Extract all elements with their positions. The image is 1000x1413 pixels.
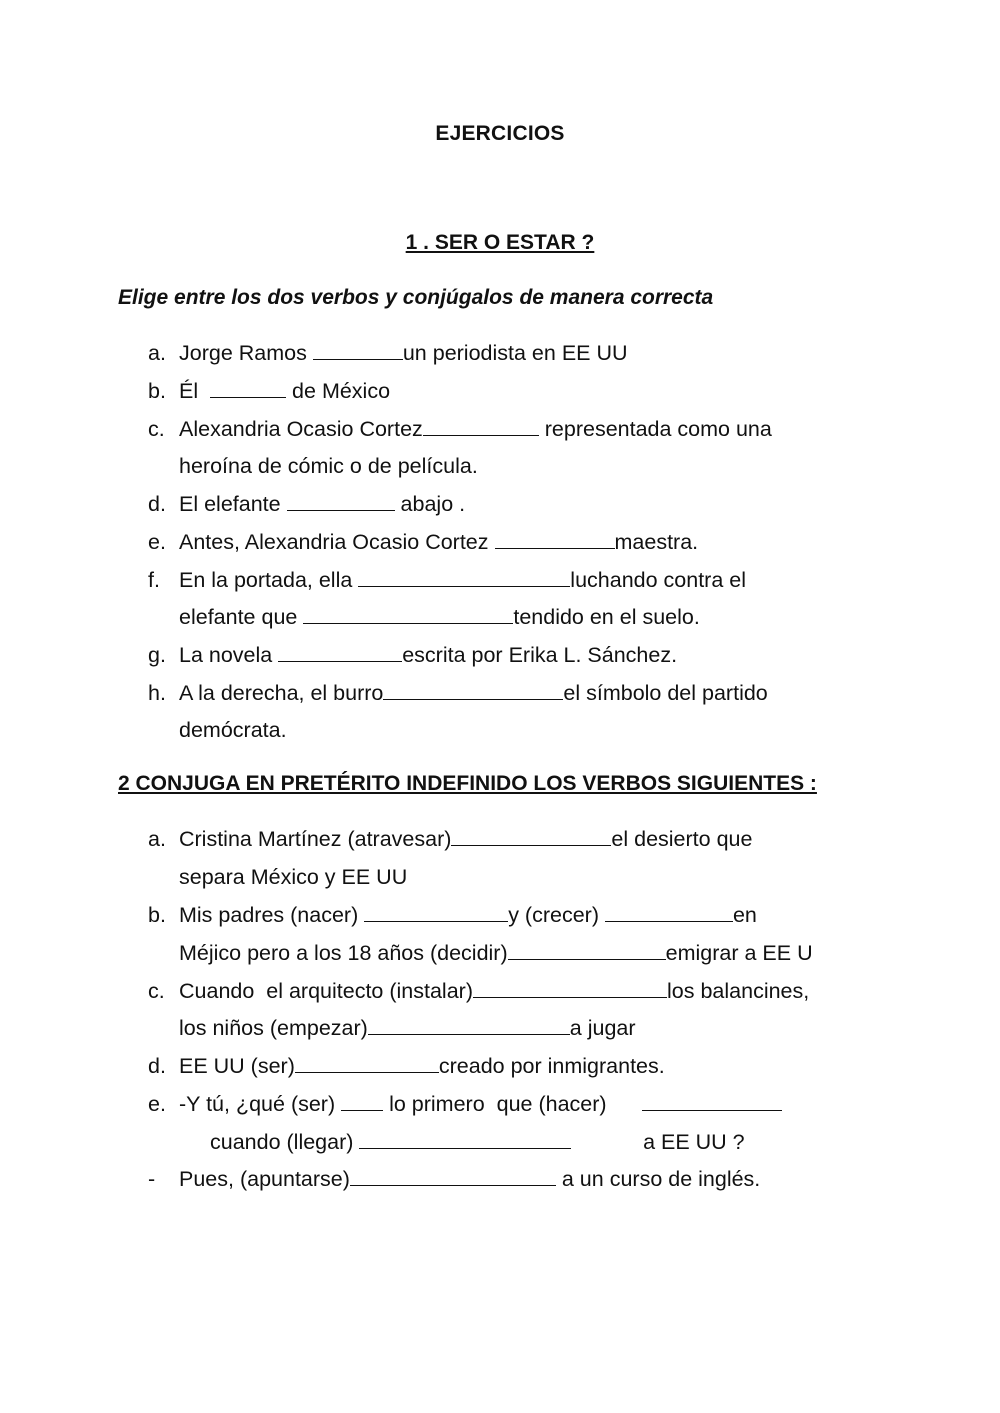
item-marker: d. [148, 1054, 166, 1078]
answer-blank[interactable] [358, 567, 570, 587]
item-text-continuation: separa México y EE UU [179, 865, 408, 889]
item-text: Él [179, 379, 211, 403]
item-marker: h. [148, 681, 166, 705]
exercise-line [179, 1053, 665, 1079]
answer-blank[interactable] [364, 902, 508, 922]
item-text: escrita por Erika L. Sánchez. [402, 643, 678, 667]
item-text: Cristina Martínez (atravesar) [179, 827, 452, 851]
item-text: Méjico pero a los 18 años (decidir) [179, 941, 508, 965]
item-text: EE UU (ser) [179, 1054, 295, 1078]
answer-blank[interactable] [383, 680, 563, 700]
item-text: representada como una [538, 417, 772, 441]
answer-blank[interactable] [508, 940, 666, 960]
answer-blank[interactable] [350, 1166, 556, 1186]
item-text: Alexandria Ocasio Cortez [179, 417, 423, 441]
item-text-continuation: demócrata. [179, 718, 287, 742]
answer-blank[interactable] [303, 604, 513, 624]
item-marker: f. [148, 568, 160, 592]
item-text: Cuando el arquitecto (instalar) [179, 979, 473, 1003]
exercise-line [179, 826, 752, 852]
answer-blank[interactable] [287, 491, 395, 511]
item-text: los balancines, [667, 979, 810, 1003]
item-text: a EE UU ? [571, 1130, 745, 1154]
section2-title: 2 CONJUGA EN PRETÉRITO INDEFINIDO LOS VERBOS SIGUIENTES : [118, 772, 817, 795]
item-marker: a. [148, 827, 166, 851]
exercise-line [179, 940, 813, 966]
answer-blank[interactable] [278, 642, 402, 662]
item-text: lo primero que (hacer) [383, 1092, 643, 1116]
item-text: Pues, (apuntarse) [179, 1167, 350, 1191]
item-text: Mis padres (nacer) [179, 903, 365, 927]
item-text: maestra. [614, 530, 699, 554]
item-marker: b. [148, 903, 166, 927]
exercise-line [179, 1091, 782, 1117]
answer-blank[interactable] [642, 1091, 782, 1111]
answer-blank[interactable] [451, 826, 611, 846]
section1-title: 1 . SER O ESTAR ? [405, 231, 595, 254]
item-text: En la portada, ella [179, 568, 359, 592]
answer-blank[interactable] [210, 378, 286, 398]
item-marker: d. [148, 492, 166, 516]
exercise-line [179, 642, 677, 668]
exercise-line [179, 378, 390, 404]
item-text: tendido en el suelo. [513, 605, 700, 629]
exercise-line [179, 567, 746, 593]
exercise-line [210, 1129, 745, 1155]
item-text: Jorge Ramos [179, 341, 313, 365]
answer-blank[interactable] [423, 416, 539, 436]
item-text: en [732, 903, 757, 927]
exercise-line [179, 902, 757, 928]
answer-blank[interactable] [313, 340, 403, 360]
item-text: abajo . [394, 492, 466, 516]
exercise-line [179, 1015, 636, 1041]
item-text: elefante que [179, 605, 304, 629]
answer-blank[interactable] [359, 1129, 571, 1149]
exercise-line [179, 340, 628, 366]
answer-blank[interactable] [495, 529, 615, 549]
item-text-continuation: heroína de cómic o de película. [179, 454, 478, 478]
exercise-line [179, 529, 698, 555]
item-marker: b. [148, 379, 166, 403]
item-marker: e. [148, 1092, 166, 1116]
item-marker: c. [148, 979, 165, 1003]
item-text: un periodista en EE UU [402, 341, 628, 365]
item-marker: g. [148, 643, 166, 667]
section1-instruction: Elige entre los dos verbos y conjúgalos de manera correcta [118, 286, 714, 309]
exercise-line [179, 491, 465, 517]
item-text: a un curso de inglés. [555, 1167, 761, 1191]
item-text: emigrar a EE U [665, 941, 813, 965]
exercise-line [179, 978, 809, 1004]
item-text: y (crecer) [508, 903, 605, 927]
item-marker: c. [148, 417, 165, 441]
item-text: El elefante [179, 492, 287, 516]
item-marker: - [148, 1167, 156, 1191]
answer-blank[interactable] [473, 978, 667, 998]
item-marker: e. [148, 530, 166, 554]
item-text: luchando contra el [570, 568, 747, 592]
answer-blank[interactable] [341, 1091, 383, 1111]
item-text: -Y tú, ¿qué (ser) [179, 1092, 342, 1116]
item-marker: a. [148, 341, 166, 365]
item-text: el desierto que [611, 827, 753, 851]
answer-blank[interactable] [605, 902, 733, 922]
item-text: el símbolo del partido [563, 681, 768, 705]
item-text: de México [286, 379, 391, 403]
item-text: Antes, Alexandria Ocasio Cortez [179, 530, 495, 554]
item-text: los niños (empezar) [179, 1016, 368, 1040]
item-text: cuando (llegar) [210, 1130, 360, 1154]
exercise-line [179, 604, 700, 630]
page-title: EJERCICIOS [435, 122, 565, 145]
item-text: creado por inmigrantes. [438, 1054, 665, 1078]
exercise-line [179, 680, 768, 706]
item-text: a jugar [569, 1016, 636, 1040]
item-text: La novela [179, 643, 279, 667]
exercise-line [179, 416, 772, 442]
answer-blank[interactable] [368, 1015, 570, 1035]
answer-blank[interactable] [295, 1053, 439, 1073]
exercise-line [179, 1166, 760, 1192]
item-text: A la derecha, el burro [179, 681, 384, 705]
